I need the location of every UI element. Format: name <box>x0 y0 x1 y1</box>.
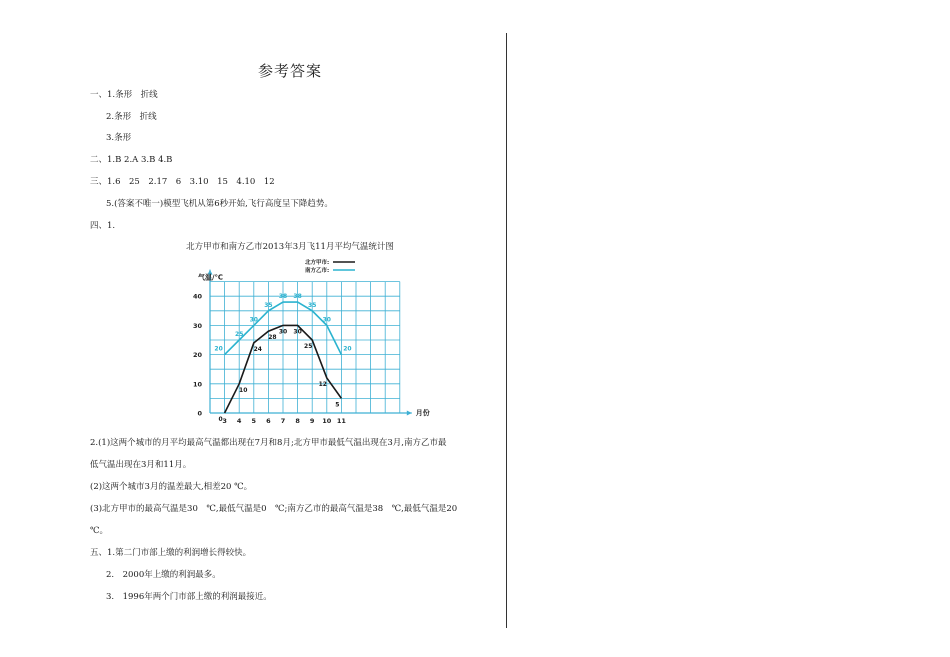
data-label: 38 <box>293 293 302 301</box>
answer-s1-2: 2.条形 折线 <box>106 112 157 122</box>
x-tick-label: 10 <box>322 417 332 425</box>
answer-s1-1: 一、1.条形 折线 <box>90 90 158 100</box>
y-tick-label: 10 <box>192 380 202 389</box>
x-axis-arrow <box>407 411 412 416</box>
data-label: 30 <box>278 328 288 336</box>
y-tick-label: 20 <box>192 351 202 360</box>
chart-ylabel: 气温/℃ <box>198 273 224 282</box>
answer-s1-3: 3.条形 <box>106 133 132 143</box>
answer-s5-1: 五、1.第二门市部上缴的利润增长得较快。 <box>90 548 252 558</box>
chart-legend <box>305 258 355 274</box>
legend-label: 北方甲市: <box>305 260 330 266</box>
x-tick-label: 6 <box>266 417 271 425</box>
chart-xlabel: 月份 <box>415 409 430 417</box>
chart-ticks <box>193 293 346 425</box>
page-divider <box>506 33 507 628</box>
answer-s4-2e: ℃。 <box>90 526 109 536</box>
x-tick-label: 4 <box>236 417 242 425</box>
y-tick-label: 40 <box>192 292 202 301</box>
page-title: 参考答案 <box>257 62 322 80</box>
data-label: 10 <box>239 386 248 394</box>
data-label: 0 <box>218 416 223 423</box>
chart-title: 北方甲市和南方乙市2013年3月飞11月平均气温统计图 <box>186 242 394 252</box>
answer-s4-2d: (3)北方甲市的最高气温是30 ℃,最低气温是0 ℃;南方乙市的最高气温是38 ℃,最低气温是20 <box>90 504 458 514</box>
data-label: 30 <box>322 316 331 324</box>
answer-s2: 二、1.B 2.A 3.B 4.B <box>90 155 173 165</box>
data-label: 28 <box>268 334 277 342</box>
x-tick-label: 8 <box>295 417 300 425</box>
data-label: 5 <box>335 401 340 409</box>
answer-s3-5: 5.(答案不唯一)模型飞机从第6秒开始,飞行高度呈下降趋势。 <box>106 199 333 209</box>
answer-s4-1: 四、1. <box>90 221 116 231</box>
x-tick-label: 11 <box>336 417 346 425</box>
data-label: 35 <box>308 301 317 309</box>
x-tick-label: 3 <box>222 417 227 425</box>
legend-label: 南方乙市: <box>305 268 330 274</box>
x-tick-label: 5 <box>251 417 257 425</box>
answer-s5-2: 2. 2000年上缴的利润最多。 <box>106 570 221 580</box>
data-label: 35 <box>264 301 273 309</box>
data-label: 38 <box>278 293 288 301</box>
data-label: 20 <box>214 345 223 353</box>
answer-s3-1: 三、1.6 25 2.17 6 3.10 15 4.10 12 <box>90 177 275 187</box>
x-tick-label: 9 <box>309 417 315 425</box>
answer-s5-3: 3. 1996年两个门市部上缴的利润最接近。 <box>106 592 272 602</box>
data-label: 30 <box>293 328 302 336</box>
data-label: 24 <box>253 345 262 353</box>
answer-s4-2c: (2)这两个城市3月的温差最大,相差20 ℃。 <box>90 482 253 492</box>
data-label: 25 <box>304 343 313 350</box>
answer-s4-2b: 低气温出现在3月和11月。 <box>90 460 192 470</box>
x-tick-label: 7 <box>280 417 286 425</box>
answer-s4-2a: 2.(1)这两个城市的月平均最高气温都出现在7月和8月;北方甲市最低气温出现在3月,南方乙市最 <box>90 438 447 448</box>
data-label: 20 <box>343 345 352 353</box>
y-tick-label: 0 <box>197 409 202 418</box>
data-label: 25 <box>235 331 244 338</box>
data-label: 30 <box>249 316 258 324</box>
data-label: 12 <box>318 380 327 388</box>
y-tick-label: 30 <box>192 321 202 330</box>
temperature-line-chart <box>180 254 430 430</box>
